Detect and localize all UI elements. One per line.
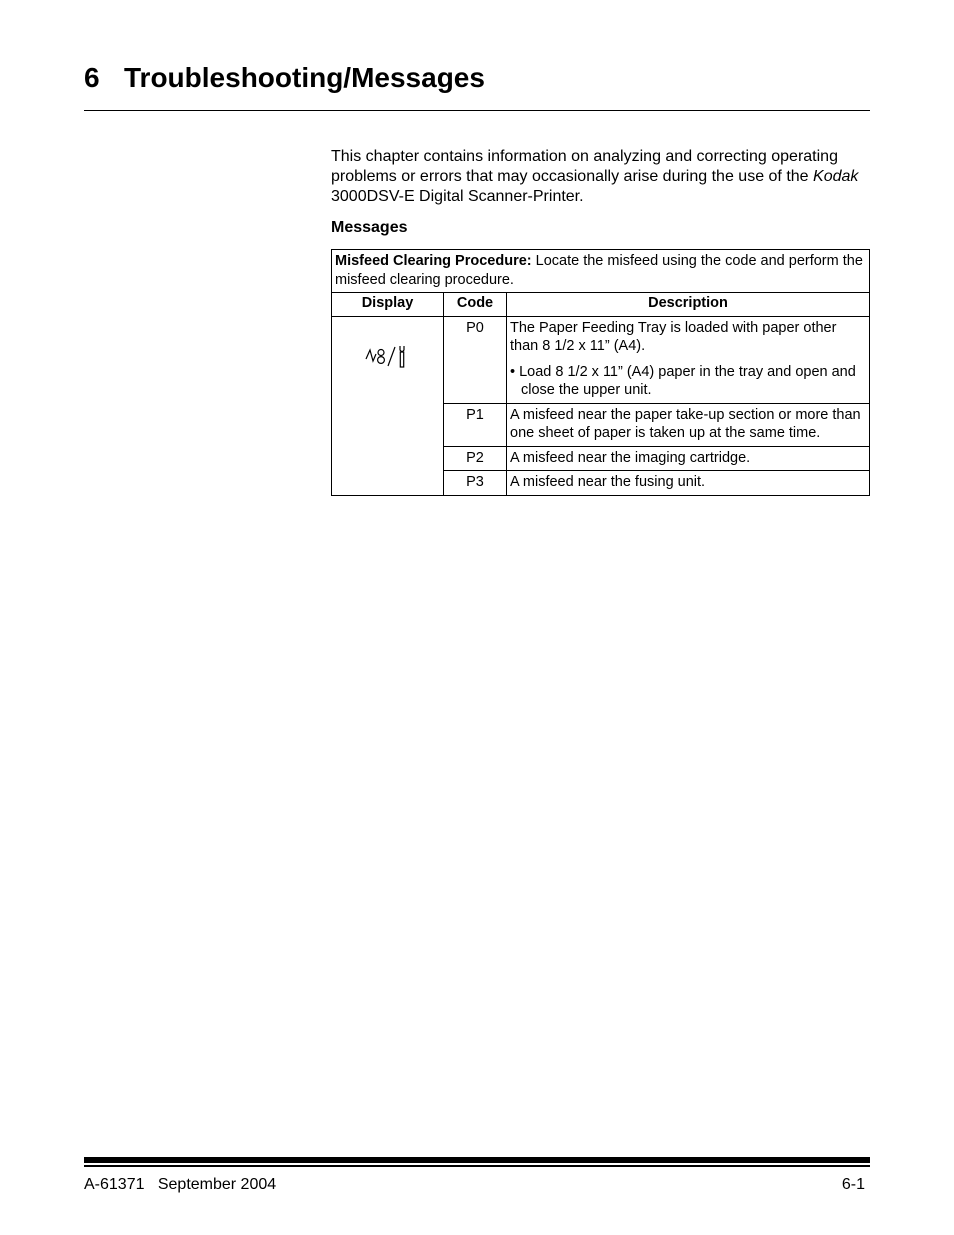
messages-heading: Messages — [331, 219, 408, 236]
chapter-title-text: Troubleshooting/Messages — [124, 62, 485, 93]
code-cell: P0 — [444, 316, 507, 403]
intro-text-start: This chapter contains information on analyzing and correcting operating problems or errors that may occasionally arise during the use of the — [331, 148, 838, 185]
messages-table — [331, 249, 870, 496]
header-code: Code — [444, 293, 507, 317]
display-cell — [332, 316, 444, 495]
code-cell: P2 — [444, 446, 507, 471]
procedure-text: Locate the misfeed using the code and perform the misfeed clearing procedure. — [335, 253, 863, 288]
description-cell: A misfeed near the fusing unit. — [507, 471, 870, 496]
footer-doc-info — [84, 1176, 276, 1194]
header-display: Display — [332, 293, 444, 317]
chapter-title — [84, 62, 485, 94]
description-cell: A misfeed near the imaging cartridge. — [507, 446, 870, 471]
chapter-number: 6 — [84, 62, 100, 93]
footer-page-number: 6-1 — [841, 1176, 865, 1193]
description-cell — [507, 316, 870, 403]
procedure-label: Misfeed Clearing Procedure: — [335, 253, 532, 269]
code-cell: P3 — [444, 471, 507, 496]
intro-text-end: 3000DSV-E Digital Scanner-Printer. — [331, 188, 584, 205]
misfeed-paper-wrench-icon — [365, 359, 411, 375]
footer-date: September 2004 — [157, 1176, 277, 1193]
description-cell: A misfeed near the paper take-up section or more than one sheet of paper is taken up at the same time. — [507, 403, 870, 446]
intro-brand: Kodak — [813, 168, 859, 185]
footer-doc-id: A-61371 — [84, 1176, 145, 1193]
title-rule — [84, 110, 870, 111]
description-bullet: • Load 8 1/2 x 11” (A4) paper in the tray and open and close the upper unit. — [510, 363, 856, 398]
header-row — [332, 293, 870, 317]
code-cell: P1 — [444, 403, 507, 446]
procedure-cell — [332, 250, 870, 293]
intro-paragraph — [331, 147, 876, 207]
header-description: Description — [507, 293, 870, 317]
footer-rule-thick — [84, 1157, 870, 1163]
procedure-row — [332, 250, 870, 293]
footer-rule-thin — [84, 1165, 870, 1167]
description-text: The Paper Feeding Tray is loaded with paper other than 8 1/2 x 11” (A4). — [510, 319, 837, 354]
table-row — [332, 316, 870, 403]
